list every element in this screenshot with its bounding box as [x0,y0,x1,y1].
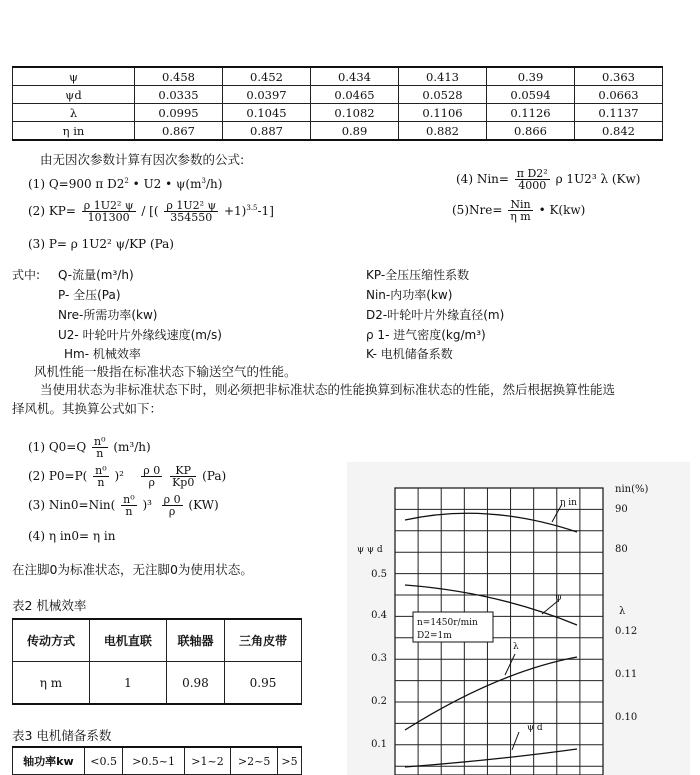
table-row [13,67,663,86]
table-cell: 0.1082 [311,104,399,122]
header-cell: >5 [277,747,301,775]
motor-reserve-table [12,746,302,775]
value-cell: 0.98 [166,662,224,705]
right-tick-lambda: 0.11 [615,669,638,680]
note-text: 在注脚0为标准状态，无注脚0为使用状态。 [12,562,253,577]
series-label-psi-d: ψ d [527,723,543,733]
table2-caption: 表2 机械效率 [12,598,87,613]
symbol-def-right: Nin-内功率(kw) [366,288,453,302]
table3-caption: 表3 电机储备系数 [12,728,112,743]
performance-chart [347,462,690,775]
symbol-def-left: U2- 叶轮叶片外缘线速度(m/s) [58,328,222,342]
table-row [13,122,663,141]
symbol-def-left: Nre-所需功率(kw) [58,308,158,322]
header-cell: 传动方式 [13,619,90,662]
table-cell: 0.0465 [311,86,399,104]
table-cell: 0.0335 [135,86,223,104]
conversion-1: (1) Q0=Q $\frac{\text{n⁰}}{n}$ (m³/h) [28,435,151,460]
header-cell: 轴功率kw [13,747,85,775]
paragraph-2a: 当使用状态为非标准状态下时，则必须把非标准状态的性能换算到标准状态的性能，然后根据换算性能选 [40,382,616,397]
symbol-def-left: P- 全压(Pa) [58,288,121,302]
table-cell: 0.887 [223,122,311,141]
table-cell: 0.89 [311,122,399,141]
right-tick-lambda: 0.12 [615,626,638,637]
table-cell: 0.0663 [575,86,663,104]
paragraph-1: 风机性能一般指在标准状态下输送空气的性能。 [34,364,297,379]
symbol-def-left: Q-流量(m³/h) [58,268,134,282]
annotation-diameter: D2=1m [417,631,452,641]
left-tick-label: 0.4 [371,610,387,621]
left-tick-label: 0.1 [371,739,387,750]
value-cell: η m [13,662,90,705]
header-cell: >2~5 [231,747,278,775]
table-cell: 0.39 [487,67,575,86]
mechanical-efficiency-table [12,618,302,705]
header-cell: >1~2 [184,747,231,775]
table-cell: 0.1126 [487,104,575,122]
row-label: ψ [13,67,135,86]
left-axis-label: ψ ψ d [357,545,383,555]
formula-2: (2) KP= $\frac{\text{ρ 1U2² ψ}}{101300}$ / [( $\frac{\text{ρ 1U2² ψ}}{354550}$ +1)$^{3.5}$-1] [28,199,274,224]
table-cell: 0.363 [575,67,663,86]
formula-1: (1) Q=900 π $D2^2$ • U2 • $\psi(m^3/h)$ [28,177,223,191]
right-tick-eff: 80 [615,544,628,555]
symbol-def-right: ρ 1- 进气密度(kg/m³) [366,328,486,342]
row-label: η in [13,122,135,141]
right-axis-label: nin(%) [615,484,649,495]
series-label-psi: ψ [555,593,563,603]
header-cell: >0.5~1 [123,747,184,775]
value-cell: 1 [89,662,166,705]
symbols-prefix: 式中: [12,268,41,282]
formula-4: (4) Nin= $\frac{\text{π D2²}}{4000}$ ρ 1U2³ λ (Kw) [456,167,641,192]
table-cell: 0.434 [311,67,399,86]
table-row [13,86,663,104]
table-cell: 0.882 [399,122,487,141]
table-row [13,104,663,122]
value-cell: 0.95 [225,662,302,705]
row-label: ψd [13,86,135,104]
dimensionless-params-table [12,66,663,141]
left-tick-label: 0.2 [371,696,387,707]
conversion-3: (3) Nin0=Nin( $\frac{\text{n⁰}}{n}$ )³ $\frac{\rho 0}{\rho}$ (KW) [28,493,219,518]
right-lambda-label: λ [619,606,626,617]
symbol-def-right: KP-全压压缩性系数 [366,268,470,282]
table-cell: 0.413 [399,67,487,86]
symbol-def-right: D2-叶轮叶片外缘直径(m) [366,308,505,322]
header-cell: 三角皮带 [225,619,302,662]
conversion-4: (4) η in0= η in [28,529,116,543]
right-tick-eff: 90 [615,504,628,515]
header-cell: <0.5 [84,747,123,775]
left-tick-label: 0.5 [371,569,387,580]
header-cell: 电机直联 [89,619,166,662]
series-label-eta: η in [560,498,577,508]
right-tick-lambda: 0.10 [615,712,638,723]
table-cell: 0.0397 [223,86,311,104]
table-cell: 0.1106 [399,104,487,122]
annotation-speed: n=1450r/min [417,618,478,628]
series-label-lambda: λ [513,642,519,652]
table-cell: 0.867 [135,122,223,141]
table-cell: 0.0528 [399,86,487,104]
symbol-def-right: K- 电机储备系数 [366,347,453,361]
row-label: λ [13,104,135,122]
table-cell: 0.866 [487,122,575,141]
table-cell: 0.0995 [135,104,223,122]
table-cell: 0.1045 [223,104,311,122]
conversion-2: (2) P0=P( $\frac{\text{n⁰}}{n}$ )² $\frac{\rho 0}{\rho}$ $\frac{KP}{Kp0}$ (Pa) [28,464,227,489]
formula-3: (3) P= ρ 1U2² ψ/KP (Pa) [28,237,174,251]
formula-5: (5)Nre= $\frac{\text{Nin}}{\text{η m}}$ • K(kw) [452,198,586,223]
table-cell: 0.1137 [575,104,663,122]
intro-text: 由无因次参数计算有因次参数的公式: [40,152,245,167]
table-cell: 0.842 [575,122,663,141]
table-cell: 0.452 [223,67,311,86]
paragraph-2b: 择风机。其换算公式如下： [12,401,163,416]
symbol-def-left: Hm- 机械效率 [64,347,141,361]
table-cell: 0.458 [135,67,223,86]
table-cell: 0.0594 [487,86,575,104]
left-tick-label: 0.3 [371,653,387,664]
header-cell: 联轴器 [166,619,224,662]
